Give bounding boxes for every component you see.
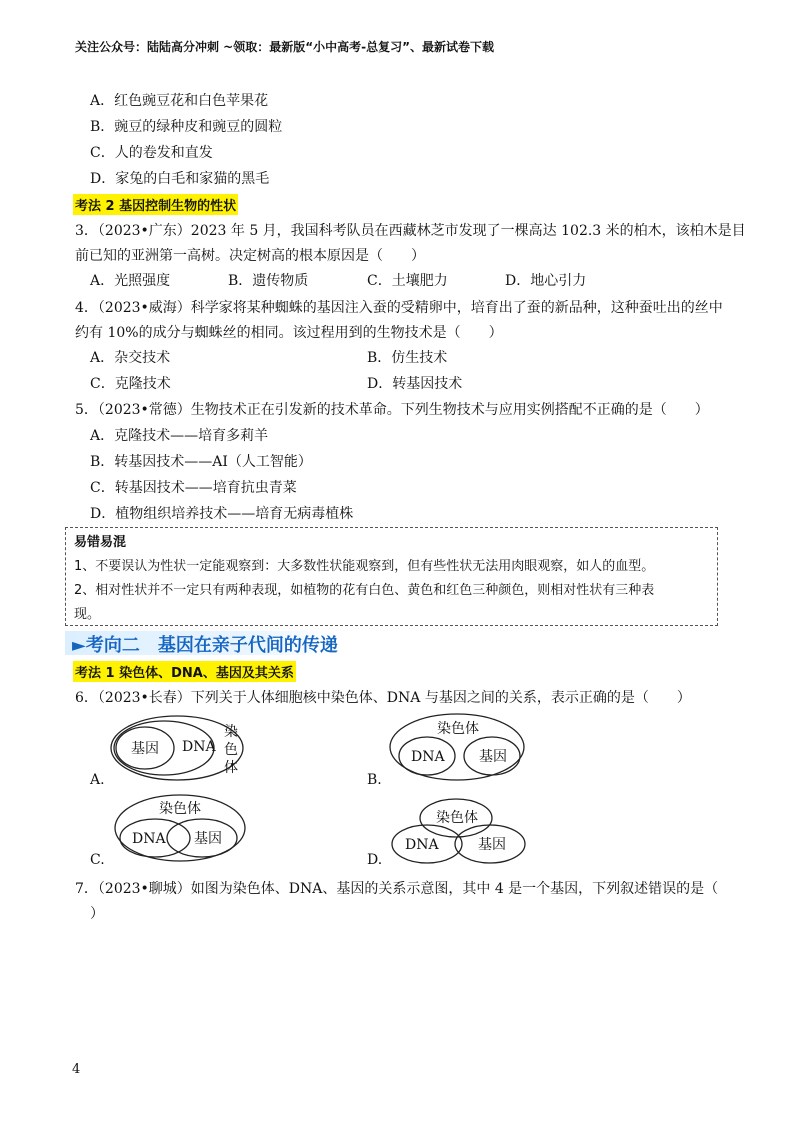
q3-option-d: D．地心引力 <box>505 273 587 289</box>
venn-b-chromosome-label: 染色体 <box>437 721 479 737</box>
q6-diagram-c <box>115 795 245 861</box>
q4-line-1: 4．（2023•威海）科学家将某种蜘蛛的基因注入蚕的受精卵中，培育出了蚕的新品种，这种蚕吐出的丝中 <box>75 300 723 316</box>
q6-diagram-a <box>111 716 243 780</box>
q4-line-2: 约有 10%的成分与蜘蛛丝的相同。该过程用到的生物技术是（ ） <box>75 325 503 341</box>
q2-option-a: A．红色豌豆花和白色苹果花 <box>90 93 269 109</box>
q4-option-b: B．仿生技术 <box>367 350 448 366</box>
q4-option-d: D．转基因技术 <box>367 376 463 392</box>
venn-c-gene-label: 基因 <box>194 831 222 847</box>
mistakes-title: 易错易混 <box>74 535 127 550</box>
venn-c-chromosome-label: 染色体 <box>159 801 201 817</box>
q2-option-d: D．家兔的白毛和家猫的黑毛 <box>90 171 270 187</box>
venn-a-chromosome-char-2: 色 <box>224 742 238 758</box>
venn-b-gene-label: 基因 <box>479 749 507 765</box>
q3-option-a: A．光照强度 <box>90 273 171 289</box>
q6-option-d-letter: D. <box>367 852 383 868</box>
venn-a-chromosome-char-3: 体 <box>224 760 238 776</box>
q6-option-b-letter: B. <box>367 772 382 788</box>
q3-line-2: 前已知的亚洲第一高树。决定树高的根本原因是（ ） <box>75 248 425 264</box>
q4-option-a: A．杂交技术 <box>90 350 171 366</box>
venn-b-dna-label: DNA <box>411 749 445 765</box>
q2-option-b: B．豌豆的绿种皮和豌豆的圆粒 <box>90 119 283 135</box>
venn-a-chromosome-char-1: 染 <box>224 724 238 740</box>
q3-option-c: C．土壤肥力 <box>367 273 448 289</box>
page-header: 关注公众号：陆陆高分冲刺 ~领取：最新版“小中高考-总复习”、最新试卷下载 <box>75 40 494 54</box>
q5-option-a: A．克隆技术——培育多莉羊 <box>90 428 269 444</box>
section-2-title: ►考向二 基因在亲子代间的传递 <box>72 635 338 656</box>
q5-option-d: D．植物组织培养技术——培育无病毒植株 <box>90 506 354 522</box>
page-number: 4 <box>72 1062 81 1077</box>
q6-option-a-letter: A. <box>90 772 105 788</box>
q3-option-b: B．遗传物质 <box>228 273 309 289</box>
mistakes-line-3: 现。 <box>74 607 101 622</box>
q6-line-1: 6．（2023•长春）下列关于人体细胞核中染色体、DNA 与基因之间的关系，表示正确的是（ ） <box>75 690 691 706</box>
q6-diagram-b <box>390 714 524 780</box>
q5-option-b: B．转基因技术——AI（人工智能） <box>90 454 312 470</box>
q7-line-2: ） <box>90 906 104 922</box>
venn-d-gene-label: 基因 <box>478 837 506 853</box>
q6-option-c-letter: C. <box>90 852 105 868</box>
venn-d-chromosome-label: 染色体 <box>436 810 478 826</box>
mistakes-line-1: 1、不要误认为性状一定能观察到：大多数性状能观察到，但有些性状无法用肉眼观察，如人的血型。 <box>74 559 655 574</box>
venn-c-dna-label: DNA <box>132 831 166 847</box>
q7-line-1: 7．（2023•聊城）如图为染色体、DNA、基因的关系示意图，其中 4 是一个基因，下列叙述错误的是（ <box>75 881 719 897</box>
q6-diagram-d <box>392 799 525 863</box>
method-2-label: 考法 2 基因控制生物的性状 <box>73 194 238 215</box>
venn-a-gene-label: 基因 <box>131 741 159 757</box>
q3-line-1: 3．（2023•广东）2023 年 5 月，我国科考队员在西藏林芝市发现了一棵高达 102.3 米的柏木，该柏木是目 <box>75 223 746 239</box>
q4-option-c: C．克隆技术 <box>90 376 171 392</box>
venn-a-dna-label: DNA <box>182 739 216 755</box>
venn-d-dna-label: DNA <box>405 837 439 853</box>
mistakes-line-2: 2、相对性状并不一定只有两种表现，如植物的花有白色、黄色和红色三种颜色，则相对性状有三种表 <box>74 583 655 598</box>
method-1-label: 考法 1 染色体、DNA、基因及其关系 <box>73 661 296 682</box>
q2-option-c: C．人的卷发和直发 <box>90 145 213 161</box>
q5-option-c: C．转基因技术——培育抗虫青菜 <box>90 480 297 496</box>
q5-line-1: 5．（2023•常德）生物技术正在引发新的技术革命。下列生物技术与应用实例搭配不正确的是（ ） <box>75 402 709 418</box>
